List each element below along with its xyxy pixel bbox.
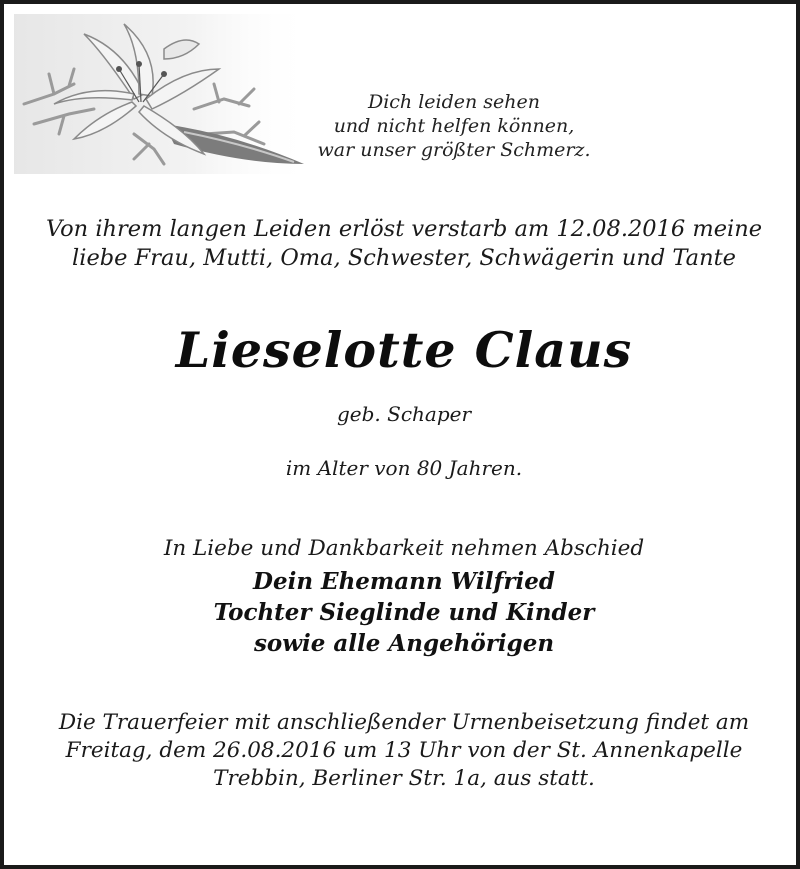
mourner-entry: Tochter Sieglinde und Kinder [213, 599, 595, 626]
funeral-line: Trebbin, Berliner Str. 1a, aus statt. [213, 766, 595, 791]
announcement-line: Von ihrem langen Leiden erlöst verstarb am 12.08.2016 meine [45, 216, 763, 242]
mourner-entry: sowie alle Angehörigen [253, 630, 555, 657]
funeral-line: Freitag, dem 26.08.2016 um 13 Uhr von der St. Annenkapelle [65, 738, 743, 763]
farewell-intro: In Liebe und Dankbarkeit nehmen Abschied [163, 536, 645, 561]
quote-line: und nicht helfen können, [333, 115, 575, 137]
quote-line: war unser größter Schmerz. [317, 139, 591, 161]
mourner-entry: Dein Ehemann Wilfried [253, 568, 555, 595]
death-announcement [4, 215, 800, 273]
funeral-details [4, 709, 800, 793]
funeral-line: Die Trauerfeier mit anschließender Urnenbeisetzung findet am [58, 710, 750, 735]
quote-line: Dich leiden sehen [367, 91, 541, 113]
age-at-death: im Alter von 80 Jahren. [285, 456, 523, 480]
mourners-list [4, 566, 800, 659]
lily-flower-icon [14, 14, 314, 174]
memorial-quote [304, 90, 604, 162]
maiden-name: geb. Schaper [336, 402, 472, 426]
deceased-name: Lieselotte Claus [175, 321, 633, 379]
announcement-line: liebe Frau, Mutti, Oma, Schwester, Schwägerin und Tante [72, 245, 736, 271]
